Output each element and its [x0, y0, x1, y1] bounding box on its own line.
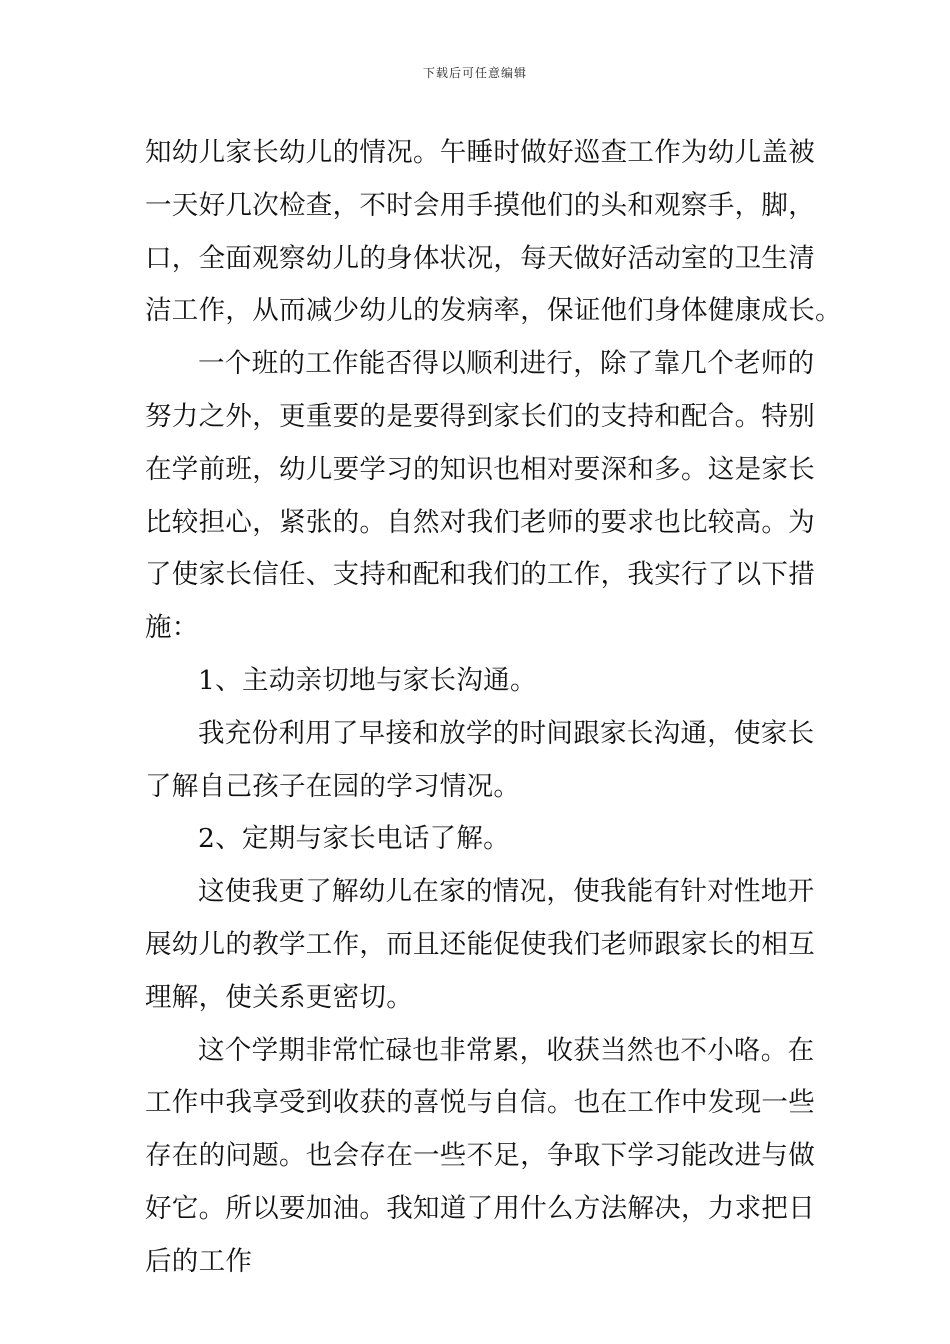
body-text-line: 一天好几次检查，不时会用手摸他们的头和观察手，脚， [145, 189, 815, 221]
body-text-line: 工作中我享受到收获的喜悦与自信。也在工作中发现一些 [145, 1087, 815, 1119]
body-text-line: 一个班的工作能否得以顺利进行，除了靠几个老师的 [198, 348, 815, 380]
body-text-line: 存在的问题。也会存在一些不足，争取下学习能改进与做 [145, 1140, 815, 1172]
body-text-line: 1、主动亲切地与家长沟通。 [198, 664, 537, 696]
body-text-line: 施： [145, 612, 199, 644]
body-text-line: 在学前班，幼儿要学习的知识也相对要深和多。这是家长 [145, 453, 815, 485]
body-text-line: 这使我更了解幼儿在家的情况，使我能有针对性地开 [198, 876, 815, 908]
document-body [145, 127, 842, 1289]
body-text-line: 知幼儿家长幼儿的情况。午睡时做好巡查工作为幼儿盖被 [145, 137, 815, 168]
body-text-line: 理解，使关系更密切。 [145, 981, 413, 1013]
body-text-line: 了解自己孩子在园的学习情况。 [145, 770, 521, 802]
body-text-line: 后的工作 [145, 1245, 253, 1277]
body-text-line: 好它。所以要加油。我知道了用什么方法解决，力求把日 [145, 1192, 815, 1224]
body-text-line: 洁工作，从而减少幼儿的发病率，保证他们身体健康成长。 [145, 295, 842, 327]
body-text-line: 2、定期与家长电话了解。 [198, 823, 510, 855]
body-text-line: 了使家长信任、支持和配和我们的工作，我实行了以下措 [145, 559, 815, 591]
body-text-line: 比较担心，紧张的。自然对我们老师的要求也比较高。为 [145, 506, 815, 538]
body-text-line: 这个学期非常忙碌也非常累，收获当然也不小咯。在 [198, 1034, 815, 1066]
body-text-line: 展幼儿的教学工作，而且还能促使我们老师跟家长的相互 [145, 928, 815, 960]
body-text-line: 努力之外，更重要的是要得到家长们的支持和配合。特别 [145, 400, 815, 432]
body-text-line: 口，全面观察幼儿的身体状况，每天做好活动室的卫生清 [145, 242, 815, 274]
page-header-note: 下载后可任意编辑 [422, 66, 527, 80]
body-text-line: 我充份利用了早接和放学的时间跟家长沟通，使家长 [198, 717, 815, 749]
